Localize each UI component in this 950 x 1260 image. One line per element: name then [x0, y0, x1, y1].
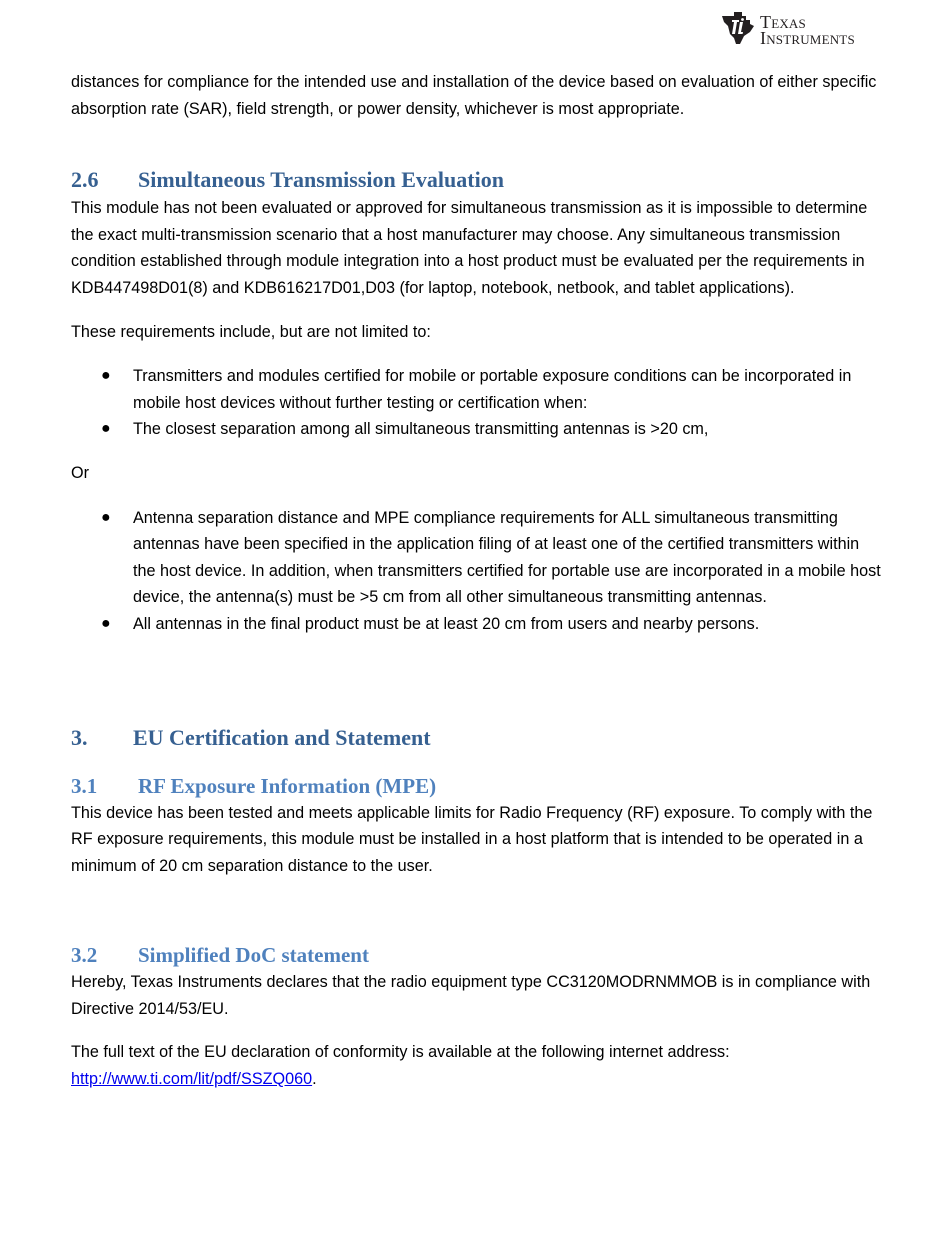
- requirements-list-1: [71, 363, 881, 443]
- requirements-list-2: [71, 505, 881, 638]
- section-3-2-number: 3.2: [71, 943, 98, 968]
- section-3-number: 3.: [71, 724, 88, 750]
- list-item-text: Antenna separation distance and MPE compliance requirements for ALL simultaneous transmitting antennas have been specified in the application filing of at least one of the certified transmitters within the host device. In addition, when transmitters certified for portable use are incorporated in a mobile host device, the antenna(s) must be >5 cm from all other simultaneous transmitting antennas.: [133, 508, 881, 607]
- section-3-1-paragraph: This device has been tested and meets applicable limits for Radio Frequency (RF) exposure. To comply with the RF exposure requirements, this module must be installed in a host platform that is intended to be operated in a minimum of 20 cm separation distance to the user.: [71, 803, 873, 875]
- document-body: [71, 69, 881, 1093]
- list-item-text: Transmitters and modules certified for mobile or portable exposure conditions can be incorporated in mobile host devices without further testing or certification when:: [133, 367, 852, 412]
- section-2-6-heading: [71, 166, 881, 194]
- section-3-heading: [71, 724, 881, 752]
- declaration-text: The full text of the EU declaration of conformity is available at the following internet address:: [71, 1043, 730, 1062]
- section-3-2-heading: [71, 941, 881, 969]
- logo-text-texas: Texas: [760, 12, 806, 32]
- logo-text-instruments: Instruments: [760, 28, 855, 48]
- bullet-icon: ●: [101, 420, 111, 438]
- section-3-1-heading: [71, 772, 881, 800]
- list-item-text: All antennas in the final product must be at least 20 cm from users and nearby persons.: [133, 614, 760, 633]
- section-3-2-paragraph-1: Hereby, Texas Instruments declares that the radio equipment type CC3120MODRNMMOB is in compliance with Directive 2014/53/EU.: [71, 973, 871, 1018]
- or-text: Or: [71, 463, 89, 482]
- intro-paragraph: distances for compliance for the intended use and installation of the device based on evaluation of either specific absorption rate (SAR), field strength, or power density, whichever is most appropriate.: [71, 73, 877, 118]
- bullet-icon: ●: [101, 508, 111, 526]
- section-3-title: EU Certification and Statement: [133, 724, 431, 750]
- list-item: [71, 611, 881, 638]
- section-3-2-paragraph-2: [71, 1039, 881, 1092]
- list-item-text: The closest separation among all simultaneous transmitting antennas is >20 cm,: [133, 420, 709, 439]
- declaration-link[interactable]: http://www.ti.com/lit/pdf/SSZQ060: [71, 1070, 313, 1089]
- section-2-6-paragraph-1: This module has not been evaluated or approved for simultaneous transmission as it is impossible to determine the exact multi-transmission scenario that a host manufacturer may choose. Any simultaneous transmission condition established through module integration into a host product must be evaluated per the requirements in KDB447498D01(8) and KDB616217D01,D03 (for laptop, notebook, netbook, and tablet applications).: [71, 199, 868, 297]
- ti-logo-icon: [720, 10, 756, 46]
- bullet-icon: ●: [101, 367, 111, 385]
- section-2-6-number: 2.6: [71, 167, 99, 193]
- section-3-1-number: 3.1: [71, 773, 98, 798]
- section-3-1-title: RF Exposure Information (MPE): [138, 773, 437, 798]
- section-3-2-title: Simplified DoC statement: [138, 943, 369, 968]
- link-suffix: .: [312, 1070, 317, 1089]
- section-2-6-title: Simultaneous Transmission Evaluation: [138, 167, 504, 193]
- list-item: [71, 416, 881, 443]
- list-item: [71, 363, 881, 416]
- list-item: [71, 505, 881, 611]
- ti-logo: [720, 10, 880, 50]
- section-2-6-paragraph-2: These requirements include, but are not limited to:: [71, 322, 431, 341]
- bullet-icon: ●: [101, 614, 111, 632]
